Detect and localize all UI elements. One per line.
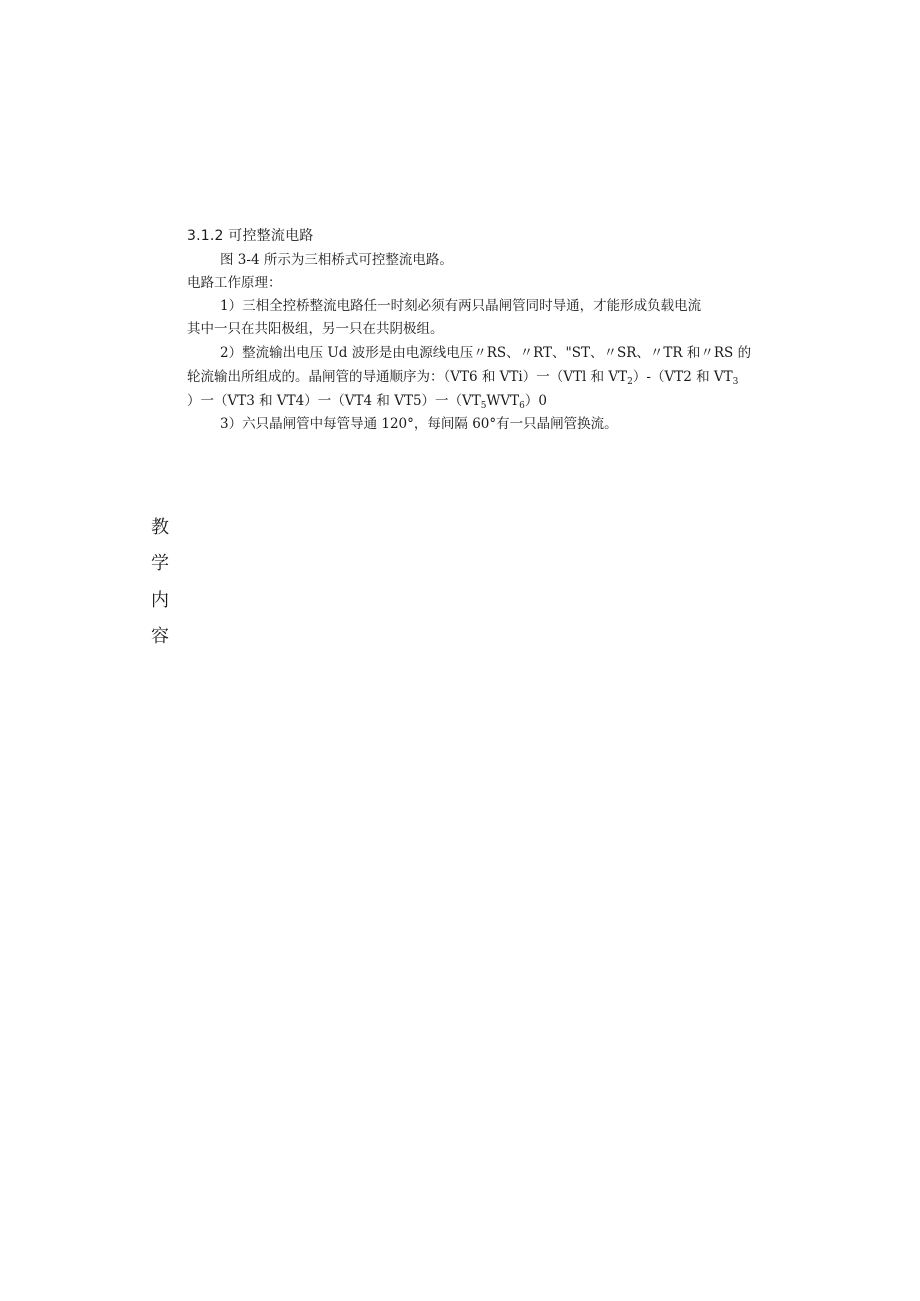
section-title: 3.1.2 可控整流电路 — [187, 228, 314, 244]
margin-label-char: 学 — [151, 553, 169, 574]
item1-line1: 1）三相全控桥整流电路任一时刻必须有两只晶闸管同时导通，才能形成负载电流 — [220, 298, 702, 314]
item2-line3 — [187, 391, 547, 411]
item2-line3-text: ）0 — [524, 393, 547, 409]
item2-line2-text: ）-（VT2 和 VT — [632, 369, 733, 385]
item3-paragraph: 3）六只晶闸管中每管导通 120°，每间隔 60°有一只晶闸管换流。 — [220, 416, 618, 432]
principle-heading: 电路工作原理： — [187, 275, 282, 291]
margin-label-char: 内 — [151, 590, 169, 611]
subscript: 5 — [480, 401, 487, 411]
margin-label-char: 容 — [151, 626, 169, 647]
subscript: 6 — [519, 401, 525, 411]
margin-label-char: 教 — [151, 517, 169, 538]
item1-line2: 其中一只在共阳极组，另一只在共阴极组。 — [187, 321, 444, 337]
subscript: 2 — [627, 377, 633, 387]
intro-paragraph: 图 3-4 所示为三相桥式可控整流电路。 — [220, 252, 453, 268]
item2-line1: 2）整流输出电压 Ud 波形是由电源线电压〃RS、〃RT、"ST、〃SR、〃TR 和〃RS 的 — [220, 345, 752, 361]
item2-line3-text: ）一（VT3 和 VT4）一（VT4 和 VT5）一（VT — [187, 393, 481, 409]
item2-line2-text: 轮流输出所组成的。晶闸管的导通顺序为：（VT6 和 VTi）一（VTl 和 VT — [187, 369, 628, 385]
item2-line3-text: WVT — [486, 393, 520, 409]
subscript: 3 — [732, 377, 739, 387]
item2-line2 — [187, 367, 738, 387]
